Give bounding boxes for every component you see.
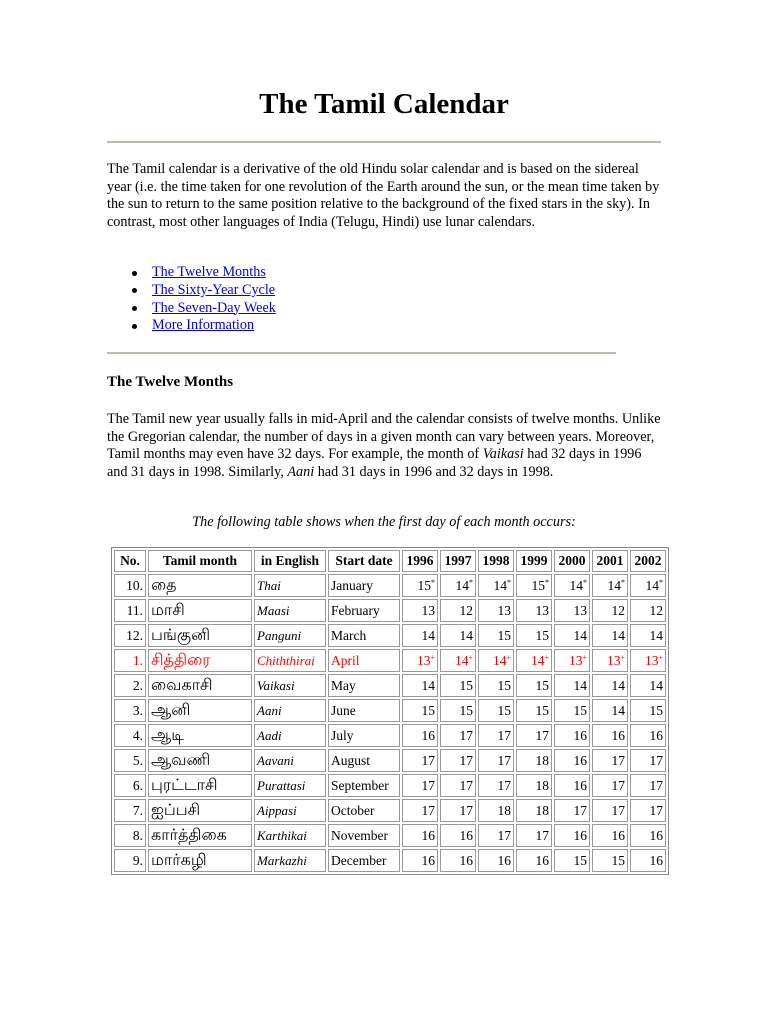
day-value: 16 — [611, 727, 625, 743]
day-value: 17 — [611, 777, 625, 793]
cell-day — [402, 624, 438, 647]
header-in-english: in English — [254, 550, 326, 572]
cell-day — [630, 849, 666, 872]
cell-no: 12. — [114, 624, 146, 647]
toc-item-sixty-year-cycle — [152, 282, 276, 300]
cell-english-name: Purattasi — [254, 774, 326, 797]
day-marker: * — [545, 577, 549, 587]
cell-tamil-month: புரட்டாசி — [148, 774, 252, 797]
day-value: 17 — [535, 727, 549, 743]
day-value: 15 — [535, 702, 549, 718]
cell-no: 3. — [114, 699, 146, 722]
months-em-vaikasi: Vaikasi — [482, 446, 524, 462]
cell-english-name: Aavani — [254, 749, 326, 772]
day-value: 15 — [497, 627, 511, 643]
table-row — [114, 749, 666, 772]
day-marker: * — [469, 577, 473, 587]
cell-day — [554, 774, 590, 797]
cell-day — [516, 799, 552, 822]
day-marker: * — [431, 577, 435, 587]
cell-day — [402, 649, 438, 672]
day-marker: + — [468, 652, 473, 662]
toc-item-more-information — [152, 317, 276, 335]
cell-day — [630, 574, 666, 597]
day-value: 16 — [421, 727, 435, 743]
day-marker: + — [658, 652, 663, 662]
day-value: 14 — [459, 627, 473, 643]
day-value: 13 — [535, 602, 549, 618]
page-title: The Tamil Calendar — [259, 88, 509, 120]
header-start-date: Start date — [328, 550, 400, 572]
day-value: 15 — [573, 702, 587, 718]
day-value: 14 — [493, 577, 507, 593]
cell-no: 6. — [114, 774, 146, 797]
cell-day — [516, 599, 552, 622]
table-row — [114, 674, 666, 697]
day-value: 15 — [535, 677, 549, 693]
header-year-2001: 2001 — [592, 550, 628, 572]
toc-item-seven-day-week — [152, 300, 276, 318]
table-row — [114, 799, 666, 822]
cell-day — [440, 724, 476, 747]
cell-no: 5. — [114, 749, 146, 772]
day-value: 16 — [459, 852, 473, 868]
table-row — [114, 649, 666, 672]
cell-day — [402, 824, 438, 847]
day-value: 15 — [459, 677, 473, 693]
cell-day — [554, 849, 590, 872]
table-row — [114, 849, 666, 872]
cell-start-date: September — [328, 774, 400, 797]
cell-day — [440, 574, 476, 597]
day-value: 17 — [421, 802, 435, 818]
cell-start-date: January — [328, 574, 400, 597]
months-text-3: had 31 days in 1996 and 32 days in 1998. — [314, 463, 554, 480]
cell-tamil-month: மாசி — [148, 599, 252, 622]
cell-day — [554, 799, 590, 822]
cell-day — [478, 799, 514, 822]
day-value: 14 — [649, 627, 663, 643]
cell-day — [478, 674, 514, 697]
day-value: 16 — [421, 827, 435, 843]
day-value: 15 — [497, 702, 511, 718]
cell-tamil-month: ஐப்பசி — [148, 799, 252, 822]
cell-day — [478, 599, 514, 622]
cell-day — [478, 749, 514, 772]
cell-tamil-month: சித்திரை — [148, 649, 252, 672]
cell-no: 9. — [114, 849, 146, 872]
day-value: 12 — [649, 602, 663, 618]
day-value: 16 — [573, 752, 587, 768]
cell-day — [402, 849, 438, 872]
day-marker: * — [583, 577, 587, 587]
day-value: 16 — [421, 852, 435, 868]
cell-day — [554, 824, 590, 847]
cell-tamil-month: கார்த்திகை — [148, 824, 252, 847]
cell-day — [478, 649, 514, 672]
months-em-aani: Aani — [287, 463, 315, 480]
cell-english-name: Karthikai — [254, 824, 326, 847]
cell-day — [592, 649, 628, 672]
cell-day — [592, 849, 628, 872]
day-value: 16 — [573, 727, 587, 743]
cell-day — [402, 574, 438, 597]
cell-start-date: February — [328, 599, 400, 622]
day-value: 17 — [611, 802, 625, 818]
section-title: The Twelve Months — [107, 374, 234, 390]
cell-day — [516, 724, 552, 747]
table-of-contents — [152, 264, 276, 335]
day-value: 16 — [611, 827, 625, 843]
toc-link-more-information[interactable]: More Information — [152, 317, 255, 334]
day-value: 16 — [573, 827, 587, 843]
cell-day — [516, 774, 552, 797]
cell-day — [440, 774, 476, 797]
day-value: 14 — [573, 627, 587, 643]
cell-day — [440, 824, 476, 847]
cell-start-date: December — [328, 849, 400, 872]
cell-day — [440, 749, 476, 772]
cell-day — [478, 724, 514, 747]
day-value: 17 — [421, 777, 435, 793]
day-marker: + — [620, 652, 625, 662]
day-value: 15 — [573, 852, 587, 868]
cell-english-name: Vaikasi — [254, 674, 326, 697]
month-start-table — [111, 547, 669, 875]
cell-day — [402, 774, 438, 797]
day-value: 15 — [497, 677, 511, 693]
cell-no: 8. — [114, 824, 146, 847]
cell-day — [440, 799, 476, 822]
table-header-row — [114, 550, 666, 572]
months-text-2: had 32 days in 1996 and 31 days in 1998. Similarly, — [107, 446, 642, 480]
cell-day — [402, 599, 438, 622]
cell-english-name: Thai — [254, 574, 326, 597]
table-caption: The following table shows when the first day of each month occurs: — [192, 514, 576, 530]
table-row — [114, 724, 666, 747]
cell-english-name: Markazhi — [254, 849, 326, 872]
cell-day — [592, 674, 628, 697]
day-value: 15 — [417, 577, 431, 593]
day-value: 14 — [611, 677, 625, 693]
day-value: 17 — [459, 777, 473, 793]
header-year-2002: 2002 — [630, 550, 666, 572]
cell-no: 7. — [114, 799, 146, 822]
cell-day — [592, 799, 628, 822]
header-year-1996: 1996 — [402, 550, 438, 572]
cell-day — [554, 624, 590, 647]
day-value: 15 — [611, 852, 625, 868]
toc-item-twelve-months — [152, 264, 276, 282]
cell-tamil-month: ஆனி — [148, 699, 252, 722]
months-text-1: The Tamil new year usually falls in mid-April and the calendar consists of twelve months. Unlike the Gregorian calendar, the number of days in a given month can vary between years. Moreover, Tamil months may even have 32 days. For example, the month of — [107, 411, 661, 462]
day-value: 17 — [649, 752, 663, 768]
day-value: 17 — [649, 802, 663, 818]
cell-start-date: April — [328, 649, 400, 672]
table-row — [114, 599, 666, 622]
cell-day — [630, 724, 666, 747]
cell-day — [516, 849, 552, 872]
day-marker: * — [621, 577, 625, 587]
day-value: 14 — [421, 677, 435, 693]
toc-link-twelve-months[interactable]: The Twelve Months — [152, 264, 266, 280]
day-value: 14 — [492, 652, 507, 668]
cell-start-date: October — [328, 799, 400, 822]
day-value: 16 — [535, 852, 549, 868]
cell-day — [554, 674, 590, 697]
day-value: 17 — [459, 752, 473, 768]
day-value: 17 — [649, 777, 663, 793]
day-value: 14 — [530, 652, 545, 668]
cell-day — [554, 749, 590, 772]
cell-day — [630, 599, 666, 622]
cell-day — [630, 624, 666, 647]
cell-day — [440, 649, 476, 672]
day-value: 15 — [421, 702, 435, 718]
cell-english-name: Panguni — [254, 624, 326, 647]
day-value: 13 — [573, 602, 587, 618]
table-row — [114, 824, 666, 847]
day-value: 18 — [497, 802, 511, 818]
day-value: 15 — [531, 577, 545, 593]
cell-tamil-month: தை — [148, 574, 252, 597]
cell-day — [516, 674, 552, 697]
day-value: 17 — [573, 802, 587, 818]
day-value: 14 — [649, 677, 663, 693]
cell-day — [554, 724, 590, 747]
day-value: 14 — [454, 652, 469, 668]
cell-day — [478, 574, 514, 597]
day-value: 13 — [606, 652, 621, 668]
cell-start-date: May — [328, 674, 400, 697]
cell-day — [592, 824, 628, 847]
cell-start-date: March — [328, 624, 400, 647]
day-marker: * — [507, 577, 511, 587]
cell-day — [592, 774, 628, 797]
section-divider — [107, 352, 616, 354]
cell-day — [630, 674, 666, 697]
cell-day — [554, 599, 590, 622]
day-value: 14 — [645, 577, 659, 593]
day-value: 13 — [416, 652, 431, 668]
header-tamil-month: Tamil month — [148, 550, 252, 572]
cell-day — [402, 699, 438, 722]
day-value: 13 — [421, 602, 435, 618]
cell-start-date: November — [328, 824, 400, 847]
cell-day — [630, 824, 666, 847]
cell-day — [516, 649, 552, 672]
cell-start-date: August — [328, 749, 400, 772]
day-value: 17 — [497, 827, 511, 843]
day-value: 17 — [535, 827, 549, 843]
day-value: 14 — [569, 577, 583, 593]
day-value: 12 — [459, 602, 473, 618]
cell-day — [630, 749, 666, 772]
cell-day — [478, 774, 514, 797]
header-year-1999: 1999 — [516, 550, 552, 572]
day-value: 12 — [611, 602, 625, 618]
cell-day — [440, 699, 476, 722]
table-row — [114, 699, 666, 722]
months-paragraph — [107, 411, 663, 481]
cell-english-name: Aippasi — [254, 799, 326, 822]
cell-day — [478, 624, 514, 647]
day-value: 17 — [497, 727, 511, 743]
cell-start-date: July — [328, 724, 400, 747]
day-value: 15 — [535, 627, 549, 643]
day-value: 13 — [497, 602, 511, 618]
header-no: No. — [114, 550, 146, 572]
day-value: 14 — [607, 577, 621, 593]
cell-day — [402, 799, 438, 822]
cell-day — [592, 574, 628, 597]
cell-day — [516, 749, 552, 772]
cell-day — [630, 799, 666, 822]
cell-day — [592, 749, 628, 772]
cell-tamil-month: ஆவணி — [148, 749, 252, 772]
day-value: 16 — [573, 777, 587, 793]
day-value: 17 — [459, 802, 473, 818]
cell-no: 1. — [114, 649, 146, 672]
day-value: 14 — [455, 577, 469, 593]
cell-no: 10. — [114, 574, 146, 597]
day-marker: + — [430, 652, 435, 662]
day-value: 16 — [649, 727, 663, 743]
day-value: 18 — [535, 802, 549, 818]
cell-start-date: June — [328, 699, 400, 722]
cell-day — [592, 599, 628, 622]
cell-day — [516, 699, 552, 722]
cell-day — [592, 724, 628, 747]
cell-day — [630, 699, 666, 722]
day-value: 16 — [649, 827, 663, 843]
day-value: 13 — [644, 652, 659, 668]
cell-english-name: Chiththirai — [254, 649, 326, 672]
day-value: 16 — [459, 827, 473, 843]
day-value: 14 — [611, 702, 625, 718]
cell-day — [440, 849, 476, 872]
day-value: 17 — [459, 727, 473, 743]
table-row — [114, 574, 666, 597]
cell-day — [478, 699, 514, 722]
header-year-1998: 1998 — [478, 550, 514, 572]
cell-tamil-month: வைகாசி — [148, 674, 252, 697]
day-value: 18 — [535, 777, 549, 793]
cell-day — [440, 674, 476, 697]
table-row — [114, 624, 666, 647]
cell-no: 4. — [114, 724, 146, 747]
cell-no: 2. — [114, 674, 146, 697]
cell-day — [440, 624, 476, 647]
cell-day — [440, 599, 476, 622]
day-marker: + — [544, 652, 549, 662]
day-value: 17 — [611, 752, 625, 768]
cell-tamil-month: ஆடி — [148, 724, 252, 747]
cell-day — [592, 699, 628, 722]
cell-day — [516, 624, 552, 647]
title-divider — [107, 141, 661, 143]
cell-day — [554, 649, 590, 672]
cell-day — [554, 574, 590, 597]
header-year-1997: 1997 — [440, 550, 476, 572]
day-value: 13 — [568, 652, 583, 668]
cell-day — [516, 824, 552, 847]
toc-link-sixty-year-cycle[interactable]: The Sixty-Year Cycle — [152, 281, 276, 298]
cell-day — [554, 699, 590, 722]
day-value: 17 — [497, 752, 511, 768]
toc-link-seven-day-week[interactable]: The Seven-Day Week — [152, 299, 276, 316]
cell-tamil-month: பங்குனி — [148, 624, 252, 647]
cell-day — [630, 774, 666, 797]
day-value: 18 — [535, 752, 549, 768]
day-value: 15 — [649, 702, 663, 718]
cell-day — [402, 724, 438, 747]
cell-day — [478, 849, 514, 872]
cell-day — [516, 574, 552, 597]
header-year-2000: 2000 — [554, 550, 590, 572]
day-value: 14 — [611, 627, 625, 643]
cell-english-name: Maasi — [254, 599, 326, 622]
day-marker: + — [582, 652, 587, 662]
day-marker: * — [659, 577, 663, 587]
intro-paragraph: The Tamil calendar is a derivative of the old Hindu solar calendar and is based on the sidereal year (i.e. the time taken for one revolution of the Earth around the sun, or the mean time taken by the sun to return to the same position relative to the background of the fixed stars in the sky). In contrast, most other languages of India (Telugu, Hindi) use lunar calendars. — [107, 161, 660, 230]
cell-no: 11. — [114, 599, 146, 622]
day-value: 16 — [497, 852, 511, 868]
day-value: 15 — [459, 702, 473, 718]
cell-day — [402, 674, 438, 697]
cell-english-name: Aani — [254, 699, 326, 722]
cell-day — [592, 624, 628, 647]
day-value: 17 — [421, 752, 435, 768]
day-value: 17 — [497, 777, 511, 793]
cell-day — [478, 824, 514, 847]
day-marker: + — [506, 652, 511, 662]
cell-day — [630, 649, 666, 672]
table-body — [114, 574, 666, 872]
table-row — [114, 774, 666, 797]
cell-english-name: Aadi — [254, 724, 326, 747]
day-value: 16 — [649, 852, 663, 868]
day-value: 14 — [573, 677, 587, 693]
cell-tamil-month: மார்கழி — [148, 849, 252, 872]
cell-day — [402, 749, 438, 772]
day-value: 14 — [421, 627, 435, 643]
